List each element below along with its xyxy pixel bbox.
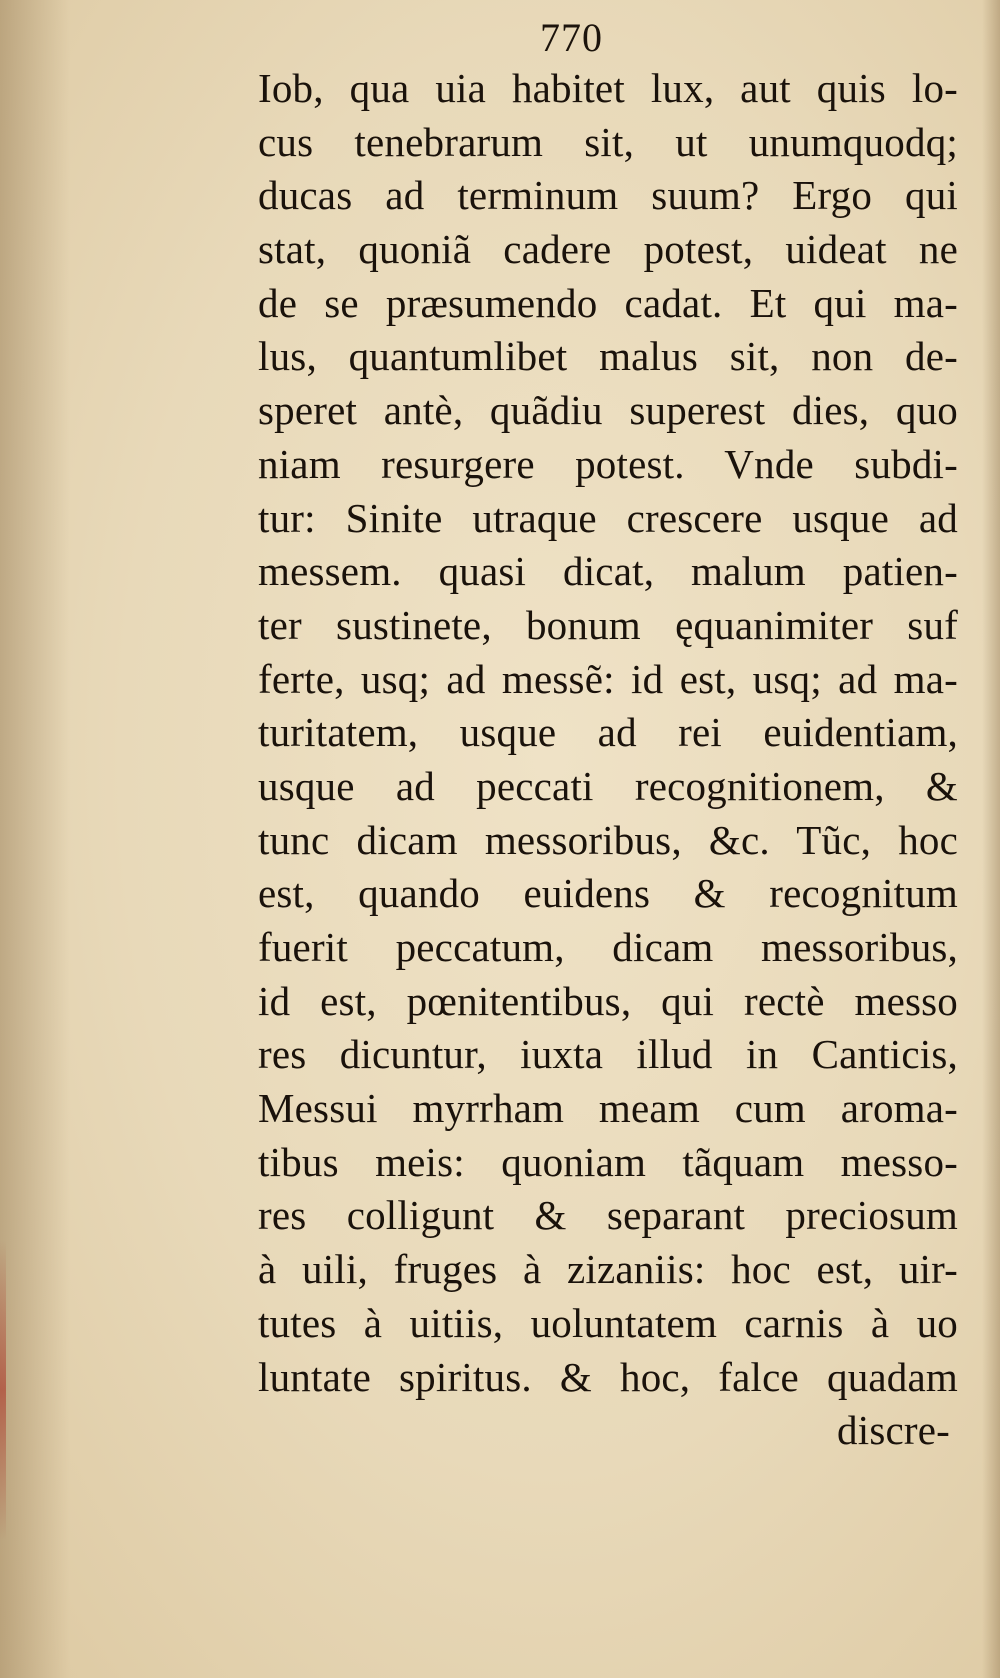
text-line: de se præsumendo cadat. Et qui ma- <box>258 279 958 326</box>
text-line: ter sustinete, bonum ęquanimiter suf <box>258 601 958 648</box>
page-number: 770 <box>540 15 603 60</box>
text-line: à uili, fruges à zizaniis: hoc est, uir- <box>258 1246 958 1293</box>
text-line: lus, quantumlibet malus sit, non de- <box>258 333 958 380</box>
text-line: fuerit peccatum, dicam messoribus, <box>258 924 958 970</box>
page-edge-stain <box>0 1240 6 1540</box>
text-line: cus tenebrarum sit, ut unumquodq; <box>258 118 958 165</box>
text-line: Messui myrrham meam cum aroma- <box>258 1085 958 1132</box>
text-line: niam resurgere potest. Vnde subdi- <box>258 440 958 487</box>
text-line: tibus meis: quoniam tãquam messo- <box>258 1138 958 1185</box>
text-line: ferte, usq; ad messẽ: id est, usq; ad ma- <box>258 655 958 702</box>
text-line: Iob, qua uia habitet lux, aut quis lo- <box>258 65 958 111</box>
text-line: tur: Sinite utraque crescere usque ad <box>258 494 958 541</box>
text-line: id est, pœnitentibus, qui rectè messo <box>258 977 958 1024</box>
text-line: est, quando euidens & recognitum <box>258 870 958 917</box>
right-edge-shadow <box>982 0 1000 1678</box>
text-line: res dicuntur, iuxta illud in Canticis, <box>258 1031 958 1078</box>
catchword: discre- <box>837 1407 950 1454</box>
text-line: usque ad peccati recognitionem, & <box>258 762 958 809</box>
gutter-shadow <box>0 0 70 1678</box>
text-line: stat, quoniã cadere potest, uideat ne <box>258 226 958 273</box>
text-line: res colligunt & separant preciosum <box>258 1192 958 1239</box>
text-line: turitatem, usque ad rei euidentiam, <box>258 709 958 756</box>
text-line: tutes à uitiis, uoluntatem carnis à uo <box>258 1299 958 1346</box>
text-line: speret antè, quãdiu superest dies, quo <box>258 387 958 434</box>
text-line: messem. quasi dicat, malum patien- <box>258 548 958 595</box>
text-line: ducas ad terminum suum? Ergo qui <box>258 172 958 219</box>
body-text <box>258 62 958 1458</box>
text-line: tunc dicam messoribus, &c. Tũc, hoc <box>258 816 958 863</box>
text-line: luntate spiritus. & hoc, falce quadam <box>258 1353 958 1400</box>
